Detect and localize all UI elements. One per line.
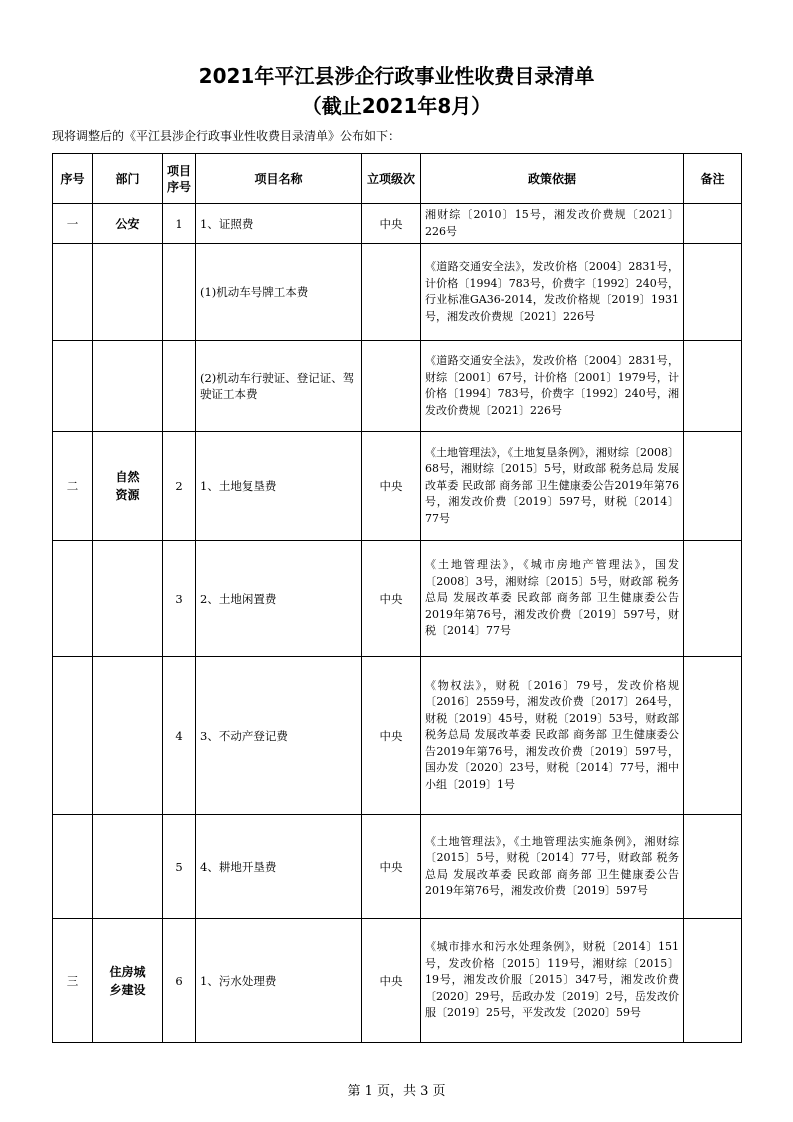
page-title: 2021年平江县涉企行政事业性收费目录清单 bbox=[198, 64, 595, 88]
table-row bbox=[53, 341, 742, 432]
cell-item-name: 4、耕地开垦费 bbox=[196, 815, 362, 919]
cell-remark bbox=[684, 657, 742, 815]
cell-seq: 三 bbox=[53, 919, 93, 1043]
cell-level: 中央 bbox=[362, 541, 421, 657]
page-number: 第 1 页，共 3 页 bbox=[347, 1084, 446, 1099]
cell-policy: 《物权法》，财税〔2016〕79号，发改价格规〔2016〕2559号，湘发改价费〔2017〕264号，财税〔2019〕45号，财税〔2019〕53号，财政部 税务总局 发展改革委 民政部 商务部 卫生健康委公告2019年第76号，湘发改价费〔2019〕597号，国办发〔2020〕23号，财税〔2014〕77号，湘中小组〔2019〕1号 bbox=[421, 657, 684, 815]
cell-item-name: 2、土地闲置费 bbox=[196, 541, 362, 657]
col-header-item-no: 项目序号 bbox=[163, 154, 196, 204]
cell-item-name: (1)机动车号牌工本费 bbox=[196, 244, 362, 341]
cell-policy: 《城市排水和污水处理条例》，财税〔2014〕151号，发改价格〔2015〕119号，湘财综〔2015〕19号，湘发改价服〔2015〕347号，湘发改价费〔2020〕29号，岳政办发〔2019〕2号，岳发改价服〔2019〕25号，平发改发〔2020〕59号 bbox=[421, 919, 684, 1043]
col-header-item-name: 项目名称 bbox=[196, 154, 362, 204]
cell-remark bbox=[684, 541, 742, 657]
cell-dept bbox=[93, 432, 163, 541]
cell-item-name: (2)机动车行驶证、登记证、驾驶证工本费 bbox=[196, 341, 362, 432]
col-header-seq: 序号 bbox=[53, 154, 93, 204]
table-row bbox=[53, 815, 742, 919]
page-subtitle: （截止2021年8月） bbox=[301, 94, 492, 118]
table-row bbox=[53, 244, 742, 341]
cell-dept bbox=[93, 541, 163, 657]
cell-remark bbox=[684, 815, 742, 919]
cell-remark bbox=[684, 244, 742, 341]
cell-item-no: 5 bbox=[163, 815, 196, 919]
dept-label: 住房城乡建设 bbox=[109, 964, 146, 997]
cell-dept bbox=[93, 815, 163, 919]
cell-level: 中央 bbox=[362, 657, 421, 815]
cell-item-name: 1、土地复垦费 bbox=[196, 432, 362, 541]
cell-remark bbox=[684, 204, 742, 244]
cell-item-name: 1、污水处理费 bbox=[196, 919, 362, 1043]
cell-seq: 二 bbox=[53, 432, 93, 541]
table-row bbox=[53, 919, 742, 1043]
cell-dept bbox=[93, 244, 163, 341]
cell-level: 中央 bbox=[362, 432, 421, 541]
cell-item-no: 2 bbox=[163, 432, 196, 541]
cell-item-no: 6 bbox=[163, 919, 196, 1043]
cell-remark bbox=[684, 919, 742, 1043]
cell-policy: 《道路交通安全法》，发改价格〔2004〕2831号，计价格〔1994〕783号，价费字〔1992〕240号，行业标准GA36-2014，发改价格规〔2019〕1931号，湘发改价费规〔2021〕226号 bbox=[421, 244, 684, 341]
cell-policy: 湘财综〔2010〕15号，湘发改价费规〔2021〕226号 bbox=[421, 204, 684, 244]
cell-dept bbox=[93, 919, 163, 1043]
cell-level bbox=[362, 244, 421, 341]
cell-policy: 《土地管理法》，《土地复垦条例》，湘财综〔2008〕68号，湘财综〔2015〕5号，财政部 税务总局 发展改革委 民政部 商务部 卫生健康委公告2019年第76号，湘发改价费〔2019〕597号，财税〔2014〕77号 bbox=[421, 432, 684, 541]
cell-item-no bbox=[163, 341, 196, 432]
cell-seq bbox=[53, 657, 93, 815]
table-header-row bbox=[53, 154, 742, 204]
cell-policy: 《土地管理法》，《土地管理法实施条例》，湘财综〔2015〕5号，财税〔2014〕77号，财政部 税务总局 发展改革委 民政部 商务部 卫生健康委公告2019年第76号，湘发改价费〔2019〕597号 bbox=[421, 815, 684, 919]
cell-remark bbox=[684, 432, 742, 541]
cell-level: 中央 bbox=[362, 815, 421, 919]
cell-item-no: 3 bbox=[163, 541, 196, 657]
fee-table bbox=[52, 153, 742, 1043]
table-row bbox=[53, 541, 742, 657]
cell-seq bbox=[53, 815, 93, 919]
cell-item-name: 1、证照费 bbox=[196, 204, 362, 244]
col-header-dept: 部门 bbox=[93, 154, 163, 204]
cell-remark bbox=[684, 341, 742, 432]
cell-level: 中央 bbox=[362, 204, 421, 244]
cell-level bbox=[362, 341, 421, 432]
cell-dept bbox=[93, 657, 163, 815]
cell-item-no: 4 bbox=[163, 657, 196, 815]
cell-seq bbox=[53, 244, 93, 341]
cell-policy: 《土地管理法》，《城市房地产管理法》，国发〔2008〕3号，湘财综〔2015〕5号，财政部 税务总局 发展改革委 民政部 商务部 卫生健康委公告2019年第76号，湘发改价费〔2019〕597号，财税〔2014〕77号 bbox=[421, 541, 684, 657]
col-header-remark: 备注 bbox=[684, 154, 742, 204]
cell-seq: 一 bbox=[53, 204, 93, 244]
dept-label: 自然资源 bbox=[115, 470, 140, 502]
cell-seq bbox=[53, 341, 93, 432]
intro-text: 现将调整后的《平江县涉企行政事业性收费目录清单》公布如下： bbox=[52, 129, 401, 143]
col-header-level: 立项级次 bbox=[362, 154, 421, 204]
col-header-policy: 政策依据 bbox=[421, 154, 684, 204]
cell-policy: 《道路交通安全法》，发改价格〔2004〕2831号，财综〔2001〕67号，计价格〔2001〕1979号，计价格〔1994〕783号，价费字〔1992〕240号，湘发改价费规〔2021〕226号 bbox=[421, 341, 684, 432]
table-row bbox=[53, 432, 742, 541]
cell-item-no bbox=[163, 244, 196, 341]
cell-item-no: 1 bbox=[163, 204, 196, 244]
cell-item-name: 3、不动产登记费 bbox=[196, 657, 362, 815]
cell-dept bbox=[93, 341, 163, 432]
table-row bbox=[53, 204, 742, 244]
cell-seq bbox=[53, 541, 93, 657]
cell-level: 中央 bbox=[362, 919, 421, 1043]
cell-dept: 公安 bbox=[93, 204, 163, 244]
table-row bbox=[53, 657, 742, 815]
